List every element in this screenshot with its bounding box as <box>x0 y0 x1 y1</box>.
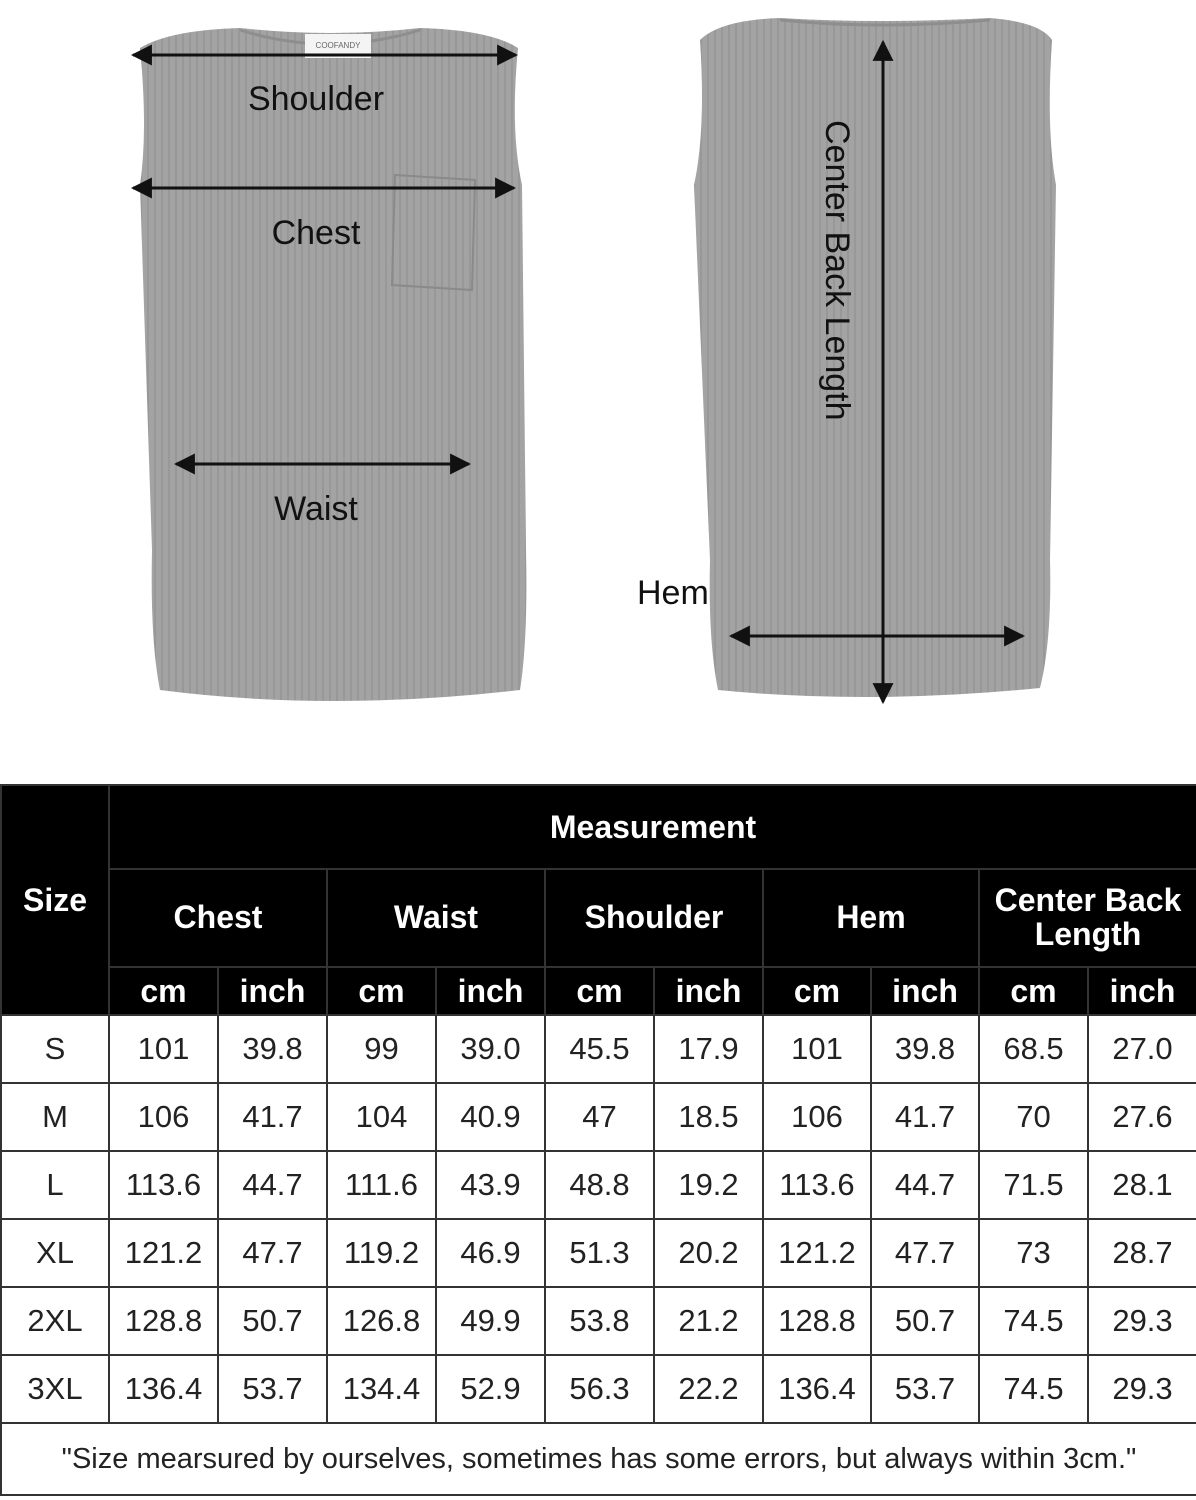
column-header-waist: Waist <box>327 869 545 967</box>
table-row <box>1 1015 1196 1083</box>
measurement-cell: 27.6 <box>1088 1083 1196 1151</box>
table-row <box>1 1219 1196 1287</box>
unit-header-inch: inch <box>218 967 327 1015</box>
measurement-cell: 21.2 <box>654 1287 763 1355</box>
measurement-cell: 52.9 <box>436 1355 545 1423</box>
measurement-cell: 106 <box>763 1083 871 1151</box>
measurement-cell: 104 <box>327 1083 436 1151</box>
size-chart-table <box>0 784 1196 1496</box>
chest-label: Chest <box>271 214 361 252</box>
front-garment <box>140 28 526 701</box>
measurement-cell: 39.8 <box>871 1015 979 1083</box>
size-cell: S <box>1 1015 109 1083</box>
measurement-cell: 53.8 <box>545 1287 654 1355</box>
measurement-cell: 44.7 <box>218 1151 327 1219</box>
measurement-cell: 46.9 <box>436 1219 545 1287</box>
measurement-cell: 71.5 <box>979 1151 1088 1219</box>
measurement-cell: 47.7 <box>871 1219 979 1287</box>
unit-header-inch: inch <box>654 967 763 1015</box>
measurement-cell: 28.1 <box>1088 1151 1196 1219</box>
measurement-cell: 113.6 <box>109 1151 218 1219</box>
brand-tag-text: COOFANDY <box>315 41 361 50</box>
measurement-cell: 27.0 <box>1088 1015 1196 1083</box>
measurement-cell: 56.3 <box>545 1355 654 1423</box>
column-header-chest: Chest <box>109 869 327 967</box>
measurement-cell: 39.8 <box>218 1015 327 1083</box>
measurement-cell: 111.6 <box>327 1151 436 1219</box>
measurement-cell: 119.2 <box>327 1219 436 1287</box>
unit-header-cm: cm <box>109 967 218 1015</box>
measurement-cell: 29.3 <box>1088 1355 1196 1423</box>
measurement-cell: 50.7 <box>218 1287 327 1355</box>
measurement-cell: 45.5 <box>545 1015 654 1083</box>
measurement-cell: 41.7 <box>218 1083 327 1151</box>
unit-header-inch: inch <box>1088 967 1196 1015</box>
measurement-cell: 101 <box>763 1015 871 1083</box>
unit-header-inch: inch <box>871 967 979 1015</box>
column-header-shoulder: Shoulder <box>545 869 763 967</box>
measurement-cell: 113.6 <box>763 1151 871 1219</box>
measurement-cell: 73 <box>979 1219 1088 1287</box>
size-column-header: Size <box>1 785 109 1015</box>
measurement-cell: 20.2 <box>654 1219 763 1287</box>
unit-header-cm: cm <box>763 967 871 1015</box>
measurement-cell: 44.7 <box>871 1151 979 1219</box>
unit-header-cm: cm <box>979 967 1088 1015</box>
column-header-hem: Hem <box>763 869 979 967</box>
measurement-cell: 29.3 <box>1088 1287 1196 1355</box>
measurement-cell: 43.9 <box>436 1151 545 1219</box>
measurement-cell: 40.9 <box>436 1083 545 1151</box>
measurement-cell: 47.7 <box>218 1219 327 1287</box>
measurement-cell: 134.4 <box>327 1355 436 1423</box>
hem-label: Hem <box>637 574 709 612</box>
unit-header-inch: inch <box>436 967 545 1015</box>
size-cell: 2XL <box>1 1287 109 1355</box>
measurement-cell: 136.4 <box>109 1355 218 1423</box>
measurement-cell: 106 <box>109 1083 218 1151</box>
measurement-cell: 51.3 <box>545 1219 654 1287</box>
measurement-cell: 47 <box>545 1083 654 1151</box>
measurement-cell: 41.7 <box>871 1083 979 1151</box>
table-row <box>1 1083 1196 1151</box>
measurement-cell: 74.5 <box>979 1355 1088 1423</box>
waist-label: Waist <box>274 490 358 528</box>
shoulder-label: Shoulder <box>247 80 385 118</box>
measurement-cell: 121.2 <box>763 1219 871 1287</box>
measurement-note: "Size mearsured by ourselves, sometimes has some errors, but always within 3cm." <box>1 1423 1196 1495</box>
measurement-cell: 17.9 <box>654 1015 763 1083</box>
table-row <box>1 1287 1196 1355</box>
center-back-length-label: Center Back Length <box>818 120 856 421</box>
measurement-cell: 68.5 <box>979 1015 1088 1083</box>
measurement-cell: 53.7 <box>218 1355 327 1423</box>
measurement-cell: 101 <box>109 1015 218 1083</box>
measurement-header: Measurement <box>109 785 1196 869</box>
measurement-cell: 39.0 <box>436 1015 545 1083</box>
measurement-cell: 19.2 <box>654 1151 763 1219</box>
measurement-cell: 126.8 <box>327 1287 436 1355</box>
table-row <box>1 1151 1196 1219</box>
size-cell: XL <box>1 1219 109 1287</box>
back-garment <box>694 18 1056 697</box>
measurement-cell: 50.7 <box>871 1287 979 1355</box>
measurement-cell: 49.9 <box>436 1287 545 1355</box>
measurement-cell: 136.4 <box>763 1355 871 1423</box>
unit-header-cm: cm <box>327 967 436 1015</box>
table-row <box>1 1355 1196 1423</box>
measurement-cell: 99 <box>327 1015 436 1083</box>
measurement-cell: 70 <box>979 1083 1088 1151</box>
size-cell: M <box>1 1083 109 1151</box>
size-cell: L <box>1 1151 109 1219</box>
column-header-center-back-length: Center Back Length <box>979 869 1196 967</box>
measurement-cell: 22.2 <box>654 1355 763 1423</box>
measurement-cell: 128.8 <box>109 1287 218 1355</box>
unit-header-cm: cm <box>545 967 654 1015</box>
measurement-cell: 53.7 <box>871 1355 979 1423</box>
measurement-cell: 28.7 <box>1088 1219 1196 1287</box>
measurement-cell: 74.5 <box>979 1287 1088 1355</box>
measurement-cell: 48.8 <box>545 1151 654 1219</box>
measurement-cell: 128.8 <box>763 1287 871 1355</box>
measurement-cell: 121.2 <box>109 1219 218 1287</box>
measurement-cell: 18.5 <box>654 1083 763 1151</box>
size-cell: 3XL <box>1 1355 109 1423</box>
